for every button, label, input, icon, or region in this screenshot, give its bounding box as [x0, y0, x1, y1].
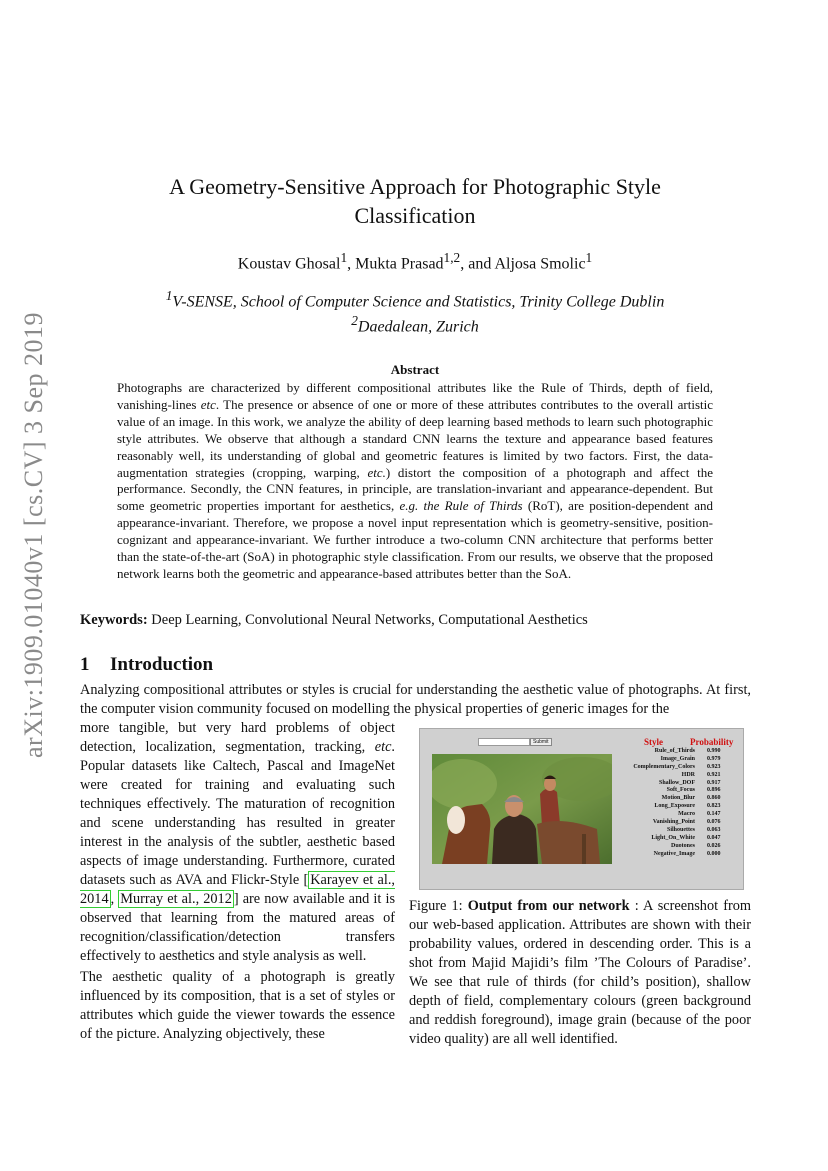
style-name: Silhouettes [666, 826, 695, 833]
probability-column-header: Probability [690, 737, 734, 747]
style-name: Vanishing_Point [652, 819, 695, 826]
table-row [610, 827, 740, 835]
probability-value: 0.063 [707, 826, 721, 833]
probability-value: 0.147 [707, 811, 721, 818]
table-row [610, 835, 740, 843]
paper-title: A Geometry-Sensitive Approach for Photographic Style Classification [169, 174, 661, 228]
table-row [610, 811, 740, 819]
style-name: Duotones [670, 842, 695, 849]
style-name: Macro [678, 811, 695, 818]
submit-button[interactable]: Submit [530, 738, 552, 746]
style-name: Negative_Image [653, 850, 695, 857]
left-column-paragraph-2: The aesthetic quality of a photograph is greatly influenced by its composition, that is a set of styles or attributes which guide the viewer towards the essence of the picture. Analyzing objectively, these [80, 969, 395, 1042]
table-row [610, 795, 740, 803]
table-row [610, 787, 740, 795]
abstract-heading: Abstract [390, 362, 440, 377]
style-name: Image_Grain [660, 755, 695, 762]
left-column [80, 719, 395, 1044]
upload-field[interactable] [478, 738, 530, 746]
figure-1-caption: Figure 1: Output from our network : A screenshot from our web-based application. Attributes are shown with their probability values, ordered in descending order. This is a shot from Majid Majidi’s film ’The Colours of Paradise’. We see that rule of thirds (for child’s position), shallow depth of field, complementary colours (green background and reddish foreground), image grain (because of the poor video quality) are all well identified. [409, 898, 751, 1047]
affiliation-1: $^1$V-SENSE, School of Computer Science and Statistics, Trinity College Dublin [165, 288, 665, 311]
abstract-text: Photographs are characterized by different compositional attributes like the Rule of Thirds, depth of field, vanishing-lines etc. The presence or absence of one or more of these attributes contributes to the overall artistic value of an image. In this work, we analyze the ability of deep learning based methods to learn such photographic style attributes. We observe that although a standard CNN learns the texture and appearance based features reasonably well, its understanding of global and geometric features is limited by two factors. First, the data-augmentation strategies (cropping, warping, etc.) distort the composition of a photograph and affect the performance. Secondly, the CNN features, in principle, are translation-invariant and appearance-dependent. But some geometric properties important for aesthetics, e.g. the Rule of Thirds (RoT), are position-dependent and appearance-invariant. Therefore, we propose a novel input representation which is geometry-sensitive, position-cognizant and appearance-invariant. We further introduce a two-column CNN architecture that performs better than the state-of-the-art (SoA) in photographic style classification. From our results, we observe that the proposed network learns both the geometric and appearance-based attributes better than the SoA. [117, 380, 713, 581]
affiliation-2: $^2$Daedalean, Zurich [351, 313, 479, 336]
probability-value: 0.860 [707, 795, 721, 802]
style-name: Long_Exposure [654, 803, 695, 810]
probability-value: 0.923 [707, 763, 721, 770]
probability-value: 0.990 [707, 748, 721, 754]
table-row [610, 756, 740, 764]
style-name: HDR [681, 771, 695, 778]
left-column-paragraph-1: more tangible, but very hard problems of object detection, localization, segmentation, tracking, etc. Popular datasets like Caltech, Pascal and ImageNet were created for training and evaluating such techniques effectively. The maturation of recognition and scene understanding has resulted in greater interest in the analysis of the subtler, aesthetic based aspects of image understanding. Furthermore, curated datasets such as AVA and Flickr-Style [ Karayev et al., 2014 , Murray et al., 2012 ] are now available and it is observed that learning from the matured areas of recognition/classification/detection transfers effectively to aesthetics and style analysis as well. [80, 720, 396, 964]
table-row [610, 764, 740, 772]
probability-value: 0.026 [707, 842, 721, 849]
style-name: Motion_Blur [661, 795, 695, 802]
style-name: Light_On_White [651, 834, 695, 841]
intro-paragraph: Analyzing compositional attributes or styles is crucial for understanding the aesthetic value of photographs. At first, the computer vision community focused on modelling the physical properties of generic images for the [80, 682, 751, 717]
table-row [610, 803, 740, 811]
affiliations [80, 286, 750, 337]
arxiv-identifier: arXiv:1909.01040v1 [cs.CV] 3 Sep 2019 [19, 311, 48, 759]
style-column-header: Style [644, 737, 663, 747]
section-heading-introduction: 1 Introduction [80, 654, 214, 675]
figure-1-screenshot [419, 728, 744, 890]
probability-value: 0.047 [707, 834, 721, 841]
probability-value: 0.076 [707, 819, 721, 826]
table-row [610, 780, 740, 788]
keywords: Keywords: Deep Learning, Convolutional Neural Networks, Computational Aesthetics [80, 612, 588, 628]
probability-value: 0.979 [707, 755, 721, 762]
probability-value: 0.000 [707, 850, 721, 857]
table-row [610, 748, 740, 756]
table-row [610, 819, 740, 827]
style-name: Complementary_Colors [633, 763, 695, 770]
probability-value: 0.921 [707, 771, 721, 778]
style-name: Soft_Focus [666, 787, 695, 794]
probability-value: 0.917 [707, 779, 721, 786]
author-list: Koustav Ghosal$^1$, Mukta Prasad$^{1,2}$, and Aljosa Smolic$^1$ [237, 250, 593, 273]
table-row [610, 843, 740, 851]
probability-value: 0.823 [707, 803, 721, 810]
citation-link[interactable]: Murray et al., 2012 [120, 891, 232, 907]
film-still-photo [432, 754, 612, 864]
style-name: Rule_of_Thirds [654, 748, 695, 754]
table-row [610, 851, 740, 859]
table-row [610, 772, 740, 780]
citation-link[interactable]: Karayev et al., 2014 [80, 872, 395, 907]
probability-value: 0.896 [707, 787, 721, 794]
style-name: Shallow_DOF [658, 779, 695, 786]
style-probability-table [610, 748, 740, 858]
